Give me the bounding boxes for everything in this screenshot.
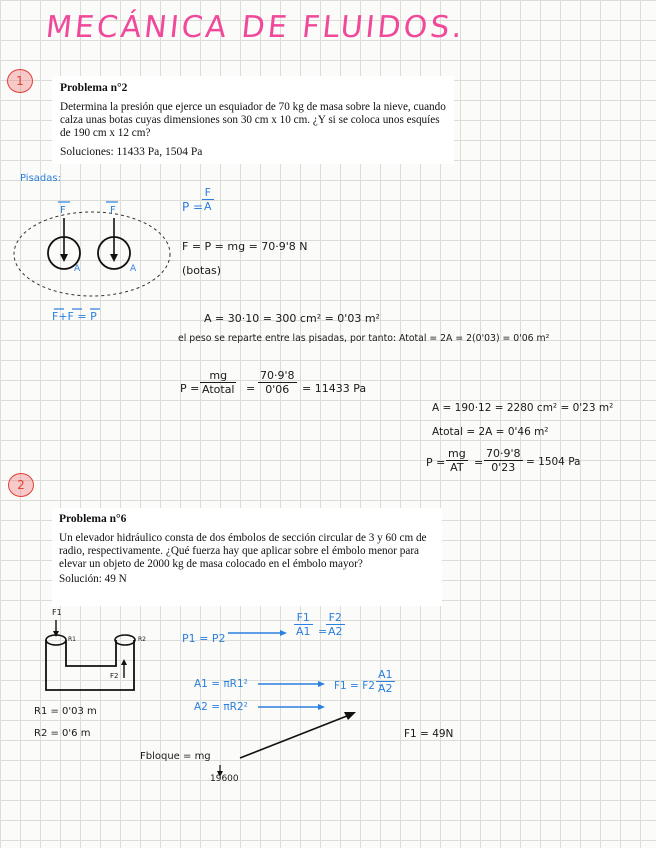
pressure-definition-lhs: P = [182,200,204,214]
problem-number-badge-2: 2 [8,473,34,497]
fbloque-equation: Fbloque = mg [140,751,211,762]
area-label-right: A [130,264,137,274]
f2-over-a2-fraction: $\frac{F2}{A2}$ [328,611,343,638]
ski-area-equation: A = 190·12 = 2280 cm² = 0'23 m² [432,402,614,414]
lift-r2-label: R2 [138,636,146,643]
hydraulic-lift-outline [46,640,134,690]
ski-fraction-1: $\frac{mg}{AT}$ [448,447,466,474]
r1-value: R1 = 0'03 m [34,706,97,717]
area-label-left: A [74,264,81,274]
pressure-fraction-2: $\frac{70\cdot 9'8}{0'06}$ [260,369,295,396]
lift-f2-label: F2 [110,672,119,680]
pisadas-label: Pisadas: [20,173,61,184]
page-title: MECÁNICA DE FLUIDOS. [44,10,467,45]
pressure-result-1: = 11433 Pa [302,382,367,395]
weight-distribution-note: el peso se reparte entre las pisadas, por tanto: Atotal = 2A = 2(0'03) = 0'06 m² [178,333,550,344]
ski-fraction-2: $\frac{70\cdot 9'8}{0'23}$ [486,447,521,474]
f1-result-fraction: $\frac{A1}{A2}$ [378,668,393,695]
problem-1-statement: Determina la presión que ejerce un esquiador de 70 kg de masa sobre la nieve, cuando calza unas botas cuyas dimensiones son 30 cm x 10 cm. ¿Y si se coloca unos esquíes de 190 cm x 12 cm? [60,101,446,139]
ski-pressure-result: = 1504 Pa [526,456,581,468]
area-equation: A = 30·10 = 300 cm² = 0'03 m² [204,312,380,325]
pressure-definition-fraction: $\frac{F}{A}$ [204,186,212,213]
vector-sum: F+F = P [52,310,97,323]
problem-1-heading: Problema n°2 [60,82,128,94]
pressure-equality: P1 = P2 [182,632,226,645]
r2-value: R2 = 0'6 m [34,728,91,739]
problem-number-badge-1: 1 [7,69,33,93]
pisadas-dashed-ellipse [14,212,170,296]
force-label-right: F [110,205,116,216]
pressure-fraction-1: mg Atotal [202,369,235,396]
a1-equation: A1 = πR1² [194,678,248,690]
fbloque-value: 19600 [210,774,239,784]
a2-equation: A2 = πR2² [194,701,248,713]
lift-r1-label: R1 [68,636,76,643]
lift-f1-label: F1 [52,608,62,617]
problem-2-statement: Un elevador hidráulico consta de dos émbolos de sección circular de 3 y 60 cm de radio, respectivamente. ¿Qué fuerza hay que aplicar sobre el émbolo menor para elevar un objeto de 2000 kg de masa colocado en el émbolo mayor? [59,532,427,570]
botas-label: (botas) [182,264,222,277]
arrow-fbloque-to-result [240,714,352,758]
force-equation: F = P = mg = 70·9'8 N [182,240,308,253]
f1-result-lhs: F1 = F2 · [334,680,382,692]
problem-1-solutions: Soluciones: 11433 Pa, 1504 Pa [60,146,203,158]
force-label-left: F [60,205,66,216]
problem-2-heading: Problema n°6 [59,513,127,525]
problem-2-solution: Solución: 49 N [59,573,127,585]
f1-final-result: F1 = 49N [404,728,454,740]
ski-pressure-lhs: P = [426,456,446,469]
problem-2-card [52,508,442,606]
pressure-equation-lhs: P = [180,382,200,395]
f1-over-a1-fraction: $\frac{F1}{A1}$ [296,611,311,638]
ski-total-area: Atotal = 2A = 0'46 m² [432,426,549,438]
